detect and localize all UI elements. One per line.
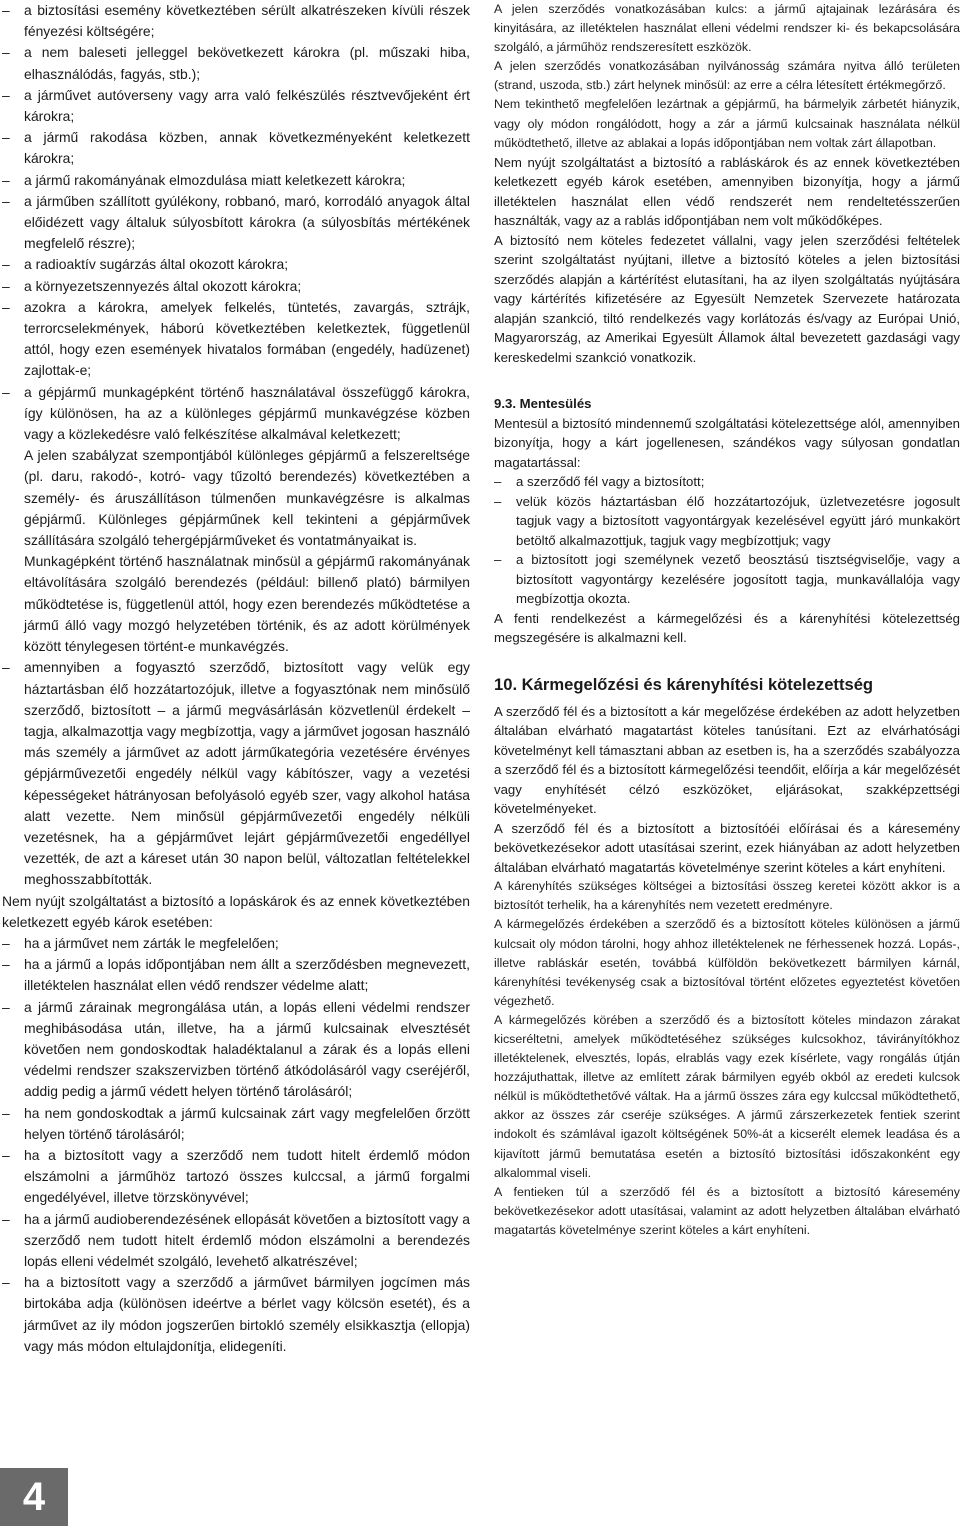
list-item: – a biztosítási esemény következtében sérült alkatrészeken kívüli részek fényezési költségére;: [2, 0, 470, 42]
section-93-intro: Mentesül a biztosító mindennemű szolgáltatási kötelezettsége alól, amennyiben bizonyítja, hogy a kárt jogellenesen, szándékos vagy súlyosan gondatlan magatartással:: [494, 415, 960, 470]
list-item: – ha a biztosított vagy a szerződő nem tudott hitelt érdemlő módon elszámolni a járműhöz tartozó összes kulccsal, a jármű forgalmi engedélyével, illetve törzskönyvével;: [2, 1145, 470, 1209]
left-column: [2, 0, 470, 1357]
list-item: – ha a járművet nem zárták le megfelelően;: [2, 933, 470, 954]
right-mid-paras: [494, 153, 960, 368]
right-top-paras: [494, 0, 960, 153]
list-item: – a jármű rakodása közben, annak következményeként keletkezett károkra;: [2, 127, 470, 169]
paragraph: Nem nyújt szolgáltatást a biztosító a rabláskárok és az ennek következtében keletkezett egyéb károk esetében, amennyiben bizonyítja, hogy a jármű illetéktelen használat ellen védő rendszerét nem rendeltetésszerűen használták, vagy az a rablás időpontjában nem volt működőképes.: [494, 154, 960, 229]
list-item: – a jármű zárainak megrongálása után, a lopás elleni védelmi rendszer meghibásodása után, illetve, ha a jármű kulcsainak elvesztését követően nem gondoskodtak haladéktalanul a zárak és a lopás elleni védelmi rendszer szakszervizben történő átkódolásáról vagy cseréjéről, addig pedig a jármű védett helyen történő tárolásáról;: [2, 997, 470, 1103]
paragraph: A kárenyhítés szükséges költségei a biztosítási összeg keretei között akkor is a biztosítót terhelik, ha a kárenyhítés nem vezetett eredményre.: [494, 879, 960, 913]
list-item: – azokra a károkra, amelyek felkelés, tüntetés, zavargás, sztrájk, terrorcselekmények, háború következtében keletkeztek, függetlenül attól, hogy ezen események hivatalos formában (engedély, hadüzenet) zajlottak-e;: [2, 297, 470, 382]
list-item: – ha a jármű a lopás időpontjában nem állt a szerződésben megnevezett, illetéktelen használat ellen védő rendszer védelme alatt;: [2, 954, 470, 996]
list-item: – a járművet autóverseny vagy arra való felkészülés résztvevőjeként ért károkra;: [2, 85, 470, 127]
paragraph: Nem tekinthető megfelelően lezártnak a gépjármű, ha bármelyik zárbetét hiányzik, vagy oly módon rongálódott, hogy a zár a jármű kulcsainak használata nélkül működtethető, illetve az ablakai a lopás időpontjában nem voltak zárt állapotban.: [494, 97, 960, 150]
indented-paragraph: A jelen szabályzat szempontjából különleges gépjármű a felszereltsége (pl. daru, rakodó-, kotró- vagy tűzoltó berendezés) következtében a személy- és áruszállításon túlmenően munkavégzésre is alkalmas gépjármű. Különleges gépjárműnek kell tekinteni a gépjárművek szállítására szolgáló tehergépjárműveket és vontatmányaikat is.: [24, 447, 470, 549]
paragraph: Nem nyújt szolgáltatást a biztosító a lopáskárok és az ennek következtében keletkezett egyéb károk esetében:: [2, 892, 470, 930]
paragraph: A szerződő fél és a biztosított a kár megelőzése érdekében az adott helyzetben általában elvárható magatartást köteles tanúsítani. Ezt az elvárhatósági követelményt kell támasztani abban az esetben is, ha a szerződés szabályozza a szerződő fél és a biztosított kármegelőzési teendőit, előírja a kár megelőzését vagy enyhítését célzó eszközöket, eljárásokat, szakképzettségi követelményeket.: [494, 703, 960, 817]
paragraph: A biztosító nem köteles fedezetet vállalni, vagy jelen szerződési feltételek szerint szolgáltatást nyújtani, illetve a biztosító köteles a jelen biztosítási szerződés alapján a kártérítést elutasítani, ha az ilyen szolgáltatás nyújtására vagy kártérítés kifizetésére az Egyesült Nemzetek Szervezete határozata alapján szankció, tiltó rendelkezés vagy korlátozás és/vagy az Európai Unió, Magyarország, az Amerikai Egyesült Államok által bevezetett gazdasági vagy kereskedelmi szankció vonatkozik.: [494, 232, 960, 365]
paragraph: A jelen szerződés vonatkozásában nyilvánosság számára nyitva álló területen (strand, uszoda, stb.) zárt helynek minősül: az erre a célra létesített értékmegőrző.: [494, 59, 960, 93]
section-93-bullets: [494, 472, 960, 609]
section-10-paras: [494, 702, 960, 878]
list-item: – ha a biztosított vagy a szerződő a járművet bármilyen jogcímen más birtokába adja (különösen ideértve a bérlet vagy kölcsön esetét), és a járművet az ily módon jogszerűen birtokló személy elsikkasztja (ellopja) vagy más módon eltulajdonítja, elidegeníti.: [2, 1272, 470, 1357]
right-column: [494, 0, 960, 1240]
section-93-heading: 9.3. Mentesülés: [494, 396, 592, 412]
list-item: – a radioaktív sugárzás által okozott károkra;: [2, 254, 470, 275]
list-item: – ha a jármű audioberendezésének ellopását követően a biztosított vagy a szerződő nem tudott hitelt érdemlő módon elszámolni a berendezés lopás elleni védelmét szolgáló, levehető alkatrészével;: [2, 1209, 470, 1273]
paragraph: A kármegelőzés körében a szerződő és a biztosított köteles mindazon zárakat kicseréltetni, amelyek működtetéséhez szükséges kulcsokhoz, távirányítókhoz illetéktelenek, elvesztés, lopás, elrablás vagy ezek kísérlete, vagy rongálás útján hozzájuthattak, illetve az említett zárak bármilyen egyéb okból az eredeti kulcsok nélkül is működtethetővé váltak. Ha a jármű összes zára egy kulccsal működtethető, akkor az összes zár cseréje szükséges. A jármű zárszerkezetek fentiek szerint indokolt és számlával igazolt költségének 50%-át a kicserélt elemek leadása és a kijavított jármű bemutatása esetén a biztosító biztosítási időszakonként egy alkalommal viseli.: [494, 1012, 960, 1180]
list-item: – velük közös háztartásban élő hozzátartozójuk, üzletvezetésre jogosult tagjuk vagy a biztosított vagyontárgyak kezelésével együtt járó munkakört betöltő alkalmazottjuk, tagjuk vagy megbízottjuk; vagy: [494, 492, 960, 551]
list-item: – ha nem gondoskodtak a jármű kulcsainak zárt vagy megfelelően őrzött helyen történő tárolásáról;: [2, 1103, 470, 1145]
paragraph: A fentieken túl a szerződő fél és a biztosított a biztosító káresemény bekövetkezésekor adott utasításai, valamint az adott helyzetben általában elvárható magatartás követelménye szerint köteles a kárt enyhíteni.: [494, 1184, 960, 1237]
section-10-small-paras: [494, 877, 960, 1240]
list-item: – a szerződő fél vagy a biztosított;: [494, 472, 960, 492]
list-item: – a járműben szállított gyúlékony, robbanó, maró, korrodáló anyagok által előidézett vagy általuk súlyosbított károkra (a súlyosbítás mértékének megfelelő részre);: [2, 191, 470, 255]
list-item: – a környezetszennyezés által okozott károkra;: [2, 276, 470, 297]
list-item: – a gépjármű munkagépként történő használatával összefüggő károkra, így különösen, ha az a különleges gépjármű munkavégzése közben vagy a közlekedésre való felkészítése alkalmával keletkezett;: [2, 382, 470, 446]
section-93-closing: A fenti rendelkezést a kármegelőzési és a kárenyhítési kötelezettség megszegésére is alkalmazni kell.: [494, 610, 960, 646]
list-item: – a biztosított jogi személynek vezető beosztású tisztségviselője, vagy a biztosított vagyontárgy kezelésére jogosított tagja, munkavállalója vagy megbízottja okozta.: [494, 550, 960, 609]
paragraph: A szerződő fél és a biztosított a biztosítóéi előírásai és a káresemény bekövetkezésekor adott utasításai szerint, ezek hiányában az adott helyzetben általában elvárható magatartás követelménye szerint köteles a kárt enyhíteni.: [494, 820, 960, 875]
paragraph: A kármegelőzés érdekében a szerződő és a biztosított köteles különösen a jármű kulcsait oly módon tárolni, hogy ahhoz illetéktelenek ne férhessenek hozzá. Lopás-, illetve rabláskár esetén, továbbá külföldön bekövetkezett bármilyen kárnál, kárenyhítési tevékenység csak a biztosítóval történt előzetes egyeztetést követően végezhető.: [494, 917, 960, 1008]
indented-paragraph: Munkagépként történő használatnak minősül a gépjármű rakományának eltávolítására szolgáló berendezés (például: billenő plató) bármilyen működtetése is, függetlenül attól, hogy ezen berendezés működtetése a jármű álló vagy mozgó helyzetében történik, és az adott körülmények között ténylegesen történt-e munkavégzés.: [24, 553, 470, 655]
paragraph: A jelen szerződés vonatkozásában kulcs: a jármű ajtajainak lezárására és kinyitására, az illetéktelen használat elleni védelmi rendszer ki- és bekapcsolására szolgáló, a járműhöz rendszeresített eszközök.: [494, 2, 960, 55]
list-item: – amennyiben a fogyasztó szerződő, biztosított vagy velük egy háztartásban élő hozzátartozójuk, illetve a fogyasztónak nem minősülő szerződő, biztosított – a jármű megvásárlásán közvetlenül érdekelt – tagja, alkalmazottja vagy megbízottja, vagy a járművet jogosan használó más személy a járművet az adott járműkategória vezetésére érvényes gépjárművezetői engedély nélkül vagy kábítószer, vagy a vezetési képességeket hátrányosan befolyásoló egyéb szer, vagy alkohol hatása alatt vezette. Nem minősül gépjárművezetői engedély nélküli vezetésnek, ha a gépjárművet lejárt gépjárművezetői engedéllyel vezették, de azt a káreset után 30 napon belül, változatlan feltételekkel meghosszabbították.: [2, 657, 470, 890]
section-10-heading: 10. Kármegelőzési és kárenyhítési kötelezettség: [494, 674, 874, 694]
page-number: 4: [0, 1468, 68, 1526]
list-item: – a jármű rakományának elmozdulása miatt keletkezett károkra;: [2, 170, 470, 191]
list-item: – a nem baleseti jelleggel bekövetkezett károkra (pl. műszaki hiba, elhasználódás, fagyás, stb.);: [2, 42, 470, 84]
